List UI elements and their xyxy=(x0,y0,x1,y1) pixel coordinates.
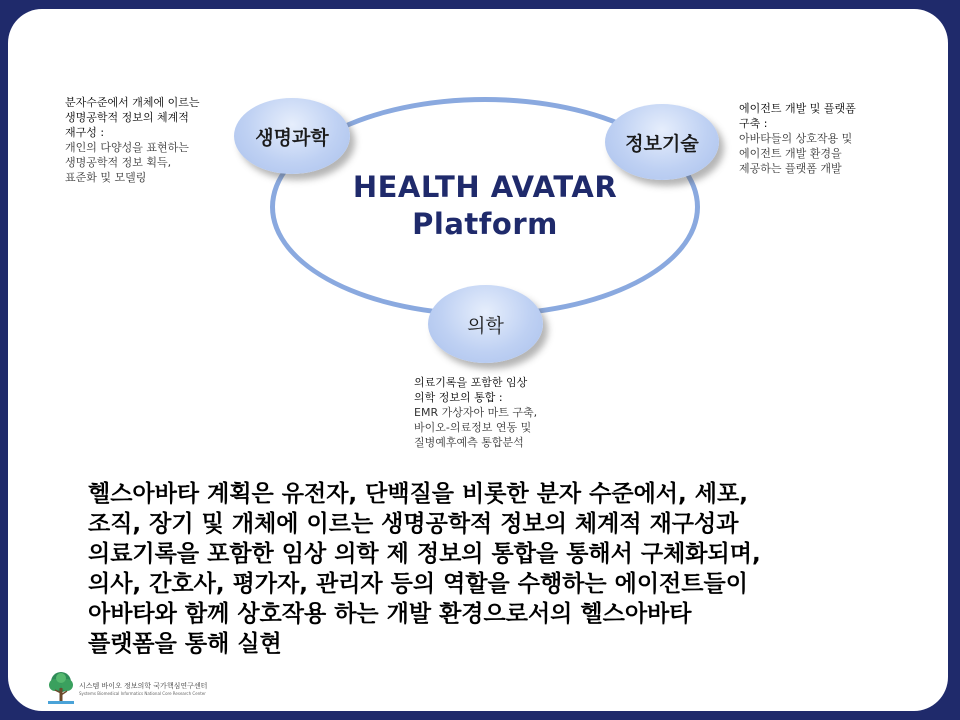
note-line: 바이오-의료정보 연동 및 xyxy=(414,421,532,434)
note-line: 생명공학적 정보의 체계적 xyxy=(65,111,189,124)
node-medicine: 의학 xyxy=(428,285,543,363)
note-medicine xyxy=(414,375,604,450)
platform-title-line2: Platform xyxy=(412,207,558,241)
note-line: 개인의 다양성을 표현하는 xyxy=(65,141,189,154)
note-information-technology xyxy=(739,101,909,176)
node-information-technology: 정보기술 xyxy=(605,104,719,180)
summary-line: 조직, 장기 및 개체에 이르는 생명공학적 정보의 체계적 재구성과 xyxy=(88,511,739,537)
summary-line: 헬스아바타 계획은 유전자, 단백질을 비롯한 분자 수준에서, 세포, xyxy=(88,481,748,507)
slide xyxy=(8,9,948,711)
note-line: 아바타들의 상호작용 및 xyxy=(739,132,853,145)
note-line: 재구성 : xyxy=(65,126,105,139)
summary-line: 플랫폼을 통해 실현 xyxy=(88,631,282,657)
note-line: 제공하는 플랫폼 개발 xyxy=(739,162,842,175)
summary-line: 아바타와 함께 상호작용 하는 개발 환경으로서의 헬스아바타 xyxy=(88,601,692,627)
summary-line: 의사, 간호사, 평가자, 관리자 등의 역할을 수행하는 에이전트들이 xyxy=(88,571,748,597)
tree-icon xyxy=(46,671,76,705)
node-life-science: 생명과학 xyxy=(234,98,350,174)
research-center-logo xyxy=(46,669,206,707)
platform-title xyxy=(330,169,640,243)
note-line: 표준화 및 모델링 xyxy=(65,171,147,184)
summary-paragraph xyxy=(88,479,938,659)
note-line: 질병예후예측 통합분석 xyxy=(414,436,524,449)
note-line: 의학 정보의 통합 : xyxy=(414,391,503,404)
note-line: 생명공학적 정보 획득, xyxy=(65,156,172,169)
note-line: 에이전트 개발 환경을 xyxy=(739,147,842,160)
note-life-science xyxy=(65,95,250,185)
summary-line: 의료기록을 포함한 임상 의학 제 정보의 통합을 통해서 구체화되며, xyxy=(88,541,761,567)
logo-subtitle: Systems Biomedical Informatics National Core Research Center xyxy=(79,690,206,696)
platform-title-line1: HEALTH AVATAR xyxy=(352,170,618,204)
note-line: EMR 가상자아 마트 구축, xyxy=(414,406,538,419)
note-line: 분자수준에서 개체에 이르는 xyxy=(65,96,200,109)
note-line: 의료기록을 포함한 임상 xyxy=(414,376,528,389)
note-line: 구축 : xyxy=(739,117,768,130)
note-line: 에이전트 개발 및 플랫폼 xyxy=(739,102,856,115)
logo-title: 시스템 바이오 정보의학 국가핵심연구센터 xyxy=(79,681,208,690)
